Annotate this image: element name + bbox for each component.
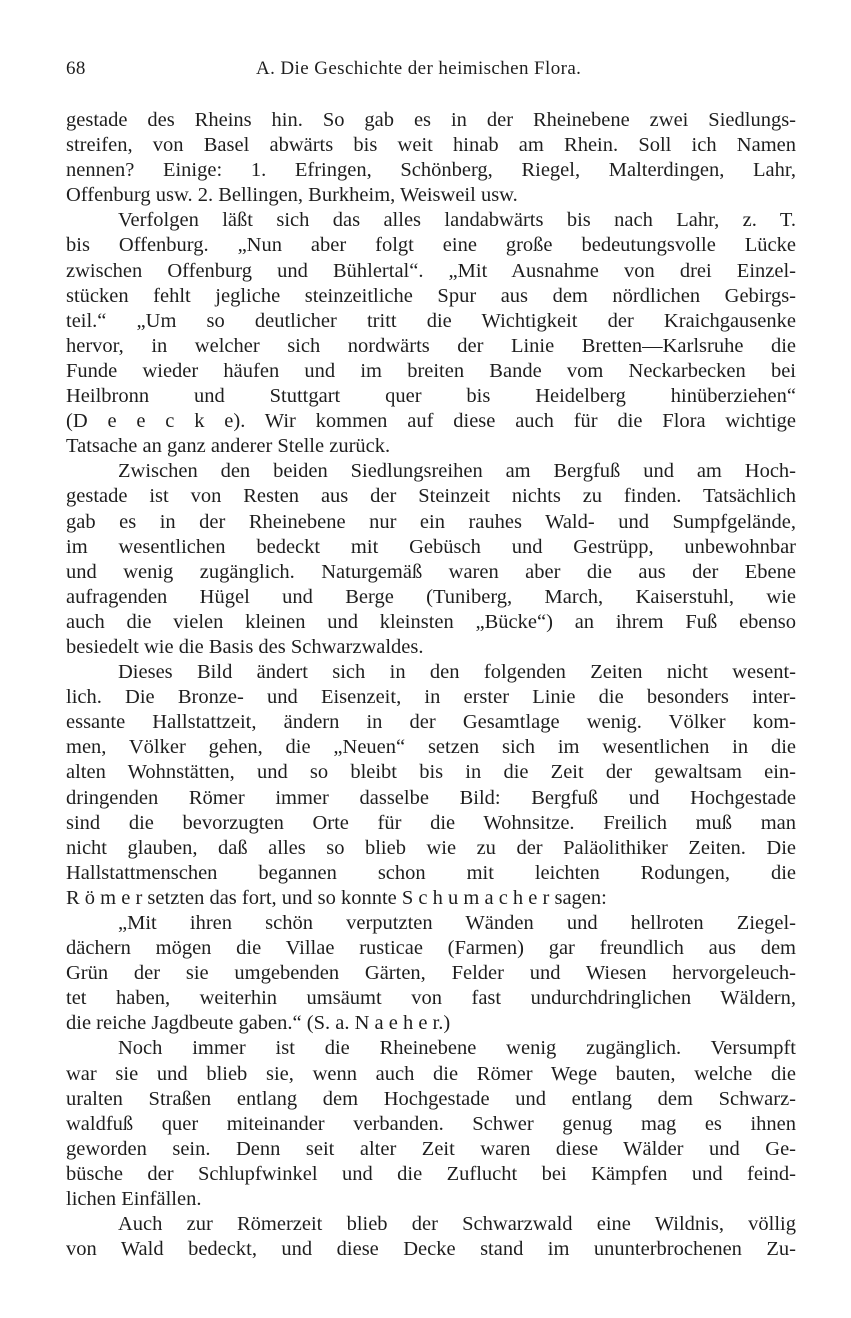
- text-line: gestade ist von Resten aus der Steinzeit nichts zu finden. Tatsächlich: [66, 485, 796, 508]
- page: [66, 58, 796, 1262]
- text-line: gestade des Rheins hin. So gab es in der Rheinebene zwei Siedlungs-: [66, 109, 796, 131]
- text-line: waldfuß quer miteinander verbanden. Schwer genug mag es ihnen: [66, 1112, 796, 1135]
- paragraph: [66, 108, 796, 208]
- text-line: lichen Einfällen.: [66, 1188, 202, 1211]
- text-line: Offenburg usw. 2. Bellingen, Burkheim, Weisweil usw.: [66, 184, 518, 207]
- text-line: bis Offenburg. „Nun aber folgt eine große bedeutungsvolle Lücke: [66, 234, 796, 257]
- text-line: Heilbronn und Stuttgart quer bis Heidelberg hinüberziehen“: [66, 385, 796, 408]
- paragraph: [66, 660, 796, 911]
- running-head-title: A. Die Geschichte der heimischen Flora.: [256, 58, 582, 79]
- text-line: (D e e c k e). Wir kommen auf diese auch für die Flora wichtige: [66, 410, 796, 433]
- text-line: alten Wohnstätten, und so bleibt bis in die Zeit der gewaltsam ein-: [66, 761, 796, 784]
- text-line: uralten Straßen entlang dem Hochgestade und entlang dem Schwarz-: [66, 1087, 796, 1110]
- text-line: Funde wieder häufen und im breiten Bande vom Neckarbecken bei: [66, 359, 796, 382]
- text-line: R ö m e r setzten das fort, und so konnte S c h u m a c h e r sagen:: [66, 886, 607, 909]
- body-text: [66, 108, 796, 1262]
- text-line: stücken fehlt jegliche steinzeitliche Spur aus dem nördlichen Gebirgs-: [66, 284, 796, 307]
- text-line: Tatsache an ganz anderer Stelle zurück.: [66, 435, 391, 458]
- paragraph: [66, 208, 796, 459]
- text-line: büsche der Schlupfwinkel und die Zuflucht bei Kämpfen und feind-: [66, 1162, 796, 1185]
- paragraph: [66, 1036, 796, 1212]
- text-line: Verfolgen läßt sich das alles landabwärts bis nach Lahr, z. T.: [118, 209, 796, 232]
- text-line: Auch zur Römerzeit blieb der Schwarzwald eine Wildnis, völlig: [118, 1213, 796, 1236]
- text-line: zwischen Offenburg und Bühlertal“. „Mit Ausnahme von drei Einzel-: [66, 259, 796, 282]
- text-line: hervor, in welcher sich nordwärts der Linie Bretten—Karlsruhe die: [66, 334, 796, 357]
- running-head: [66, 58, 796, 88]
- text-line: dringenden Römer immer dasselbe Bild: Bergfuß und Hochgestade: [66, 786, 796, 809]
- text-line: „Mit ihren schön verputzten Wänden und hellroten Ziegel-: [118, 912, 796, 934]
- text-line: teil.“ „Um so deutlicher tritt die Wichtigkeit der Kraichgausenke: [66, 309, 796, 332]
- text-line: und wenig zugänglich. Naturgemäß waren aber die aus der Ebene: [66, 560, 796, 583]
- text-line: sind die bevorzugten Orte für die Wohnsitze. Freilich muß man: [66, 811, 796, 834]
- text-line: streifen, von Basel abwärts bis weit hinab am Rhein. Soll ich Namen: [66, 134, 796, 157]
- paragraph: [66, 911, 796, 1036]
- text-line: die reiche Jagdbeute gaben.“ (S. a. N a e h e r.): [66, 1012, 451, 1035]
- text-line: essante Hallstattzeit, ändern in der Gesamtlage wenig. Völker kom-: [66, 711, 796, 734]
- text-line: tet haben, weiterhin umsäumt von fast undurchdringlichen Wäldern,: [66, 987, 796, 1010]
- text-line: gab es in der Rheinebene nur ein rauhes Wald- und Sumpfgelände,: [66, 510, 796, 533]
- text-line: aufragenden Hügel und Berge (Tuniberg, March, Kaiserstuhl, wie: [66, 585, 796, 608]
- text-line: Zwischen den beiden Siedlungsreihen am Bergfuß und am Hoch-: [118, 460, 796, 483]
- page-number: 68: [66, 58, 86, 79]
- text-line: nicht glauben, daß alles so blieb wie zu der Paläolithiker Zeiten. Die: [66, 836, 796, 859]
- text-line: Dieses Bild ändert sich in den folgenden Zeiten nicht wesent-: [118, 661, 796, 684]
- text-line: dächern mögen die Villae rusticae (Farmen) gar freundlich aus dem: [66, 937, 796, 960]
- text-line: nennen? Einige: 1. Efringen, Schönberg, Riegel, Malterdingen, Lahr,: [66, 159, 796, 182]
- text-line: Noch immer ist die Rheinebene wenig zugänglich. Versumpft: [118, 1037, 796, 1060]
- text-line: war sie und blieb sie, wenn auch die Römer Wege bauten, welche die: [66, 1062, 796, 1085]
- text-line: geworden sein. Denn seit alter Zeit waren diese Wälder und Ge-: [66, 1137, 796, 1160]
- text-line: Grün der sie umgebenden Gärten, Felder und Wiesen hervorgeleuch-: [66, 962, 796, 985]
- paragraph: [66, 1212, 796, 1262]
- text-line: im wesentlichen bedeckt mit Gebüsch und Gestrüpp, unbewohnbar: [66, 535, 796, 558]
- text-line: men, Völker gehen, die „Neuen“ setzen sich im wesentlichen in die: [66, 736, 796, 759]
- paragraph: [66, 459, 796, 660]
- text-line: Hallstattmenschen begannen schon mit leichten Rodungen, die: [66, 861, 796, 884]
- text-line: auch die vielen kleinen und kleinsten „Bücke“) an ihrem Fuß ebenso: [66, 610, 796, 633]
- text-line: lich. Die Bronze- und Eisenzeit, in erster Linie die besonders inter-: [66, 686, 796, 709]
- text-line: von Wald bedeckt, und diese Decke stand im ununterbrochenen Zu-: [66, 1238, 796, 1261]
- text-line: besiedelt wie die Basis des Schwarzwaldes.: [66, 635, 424, 658]
